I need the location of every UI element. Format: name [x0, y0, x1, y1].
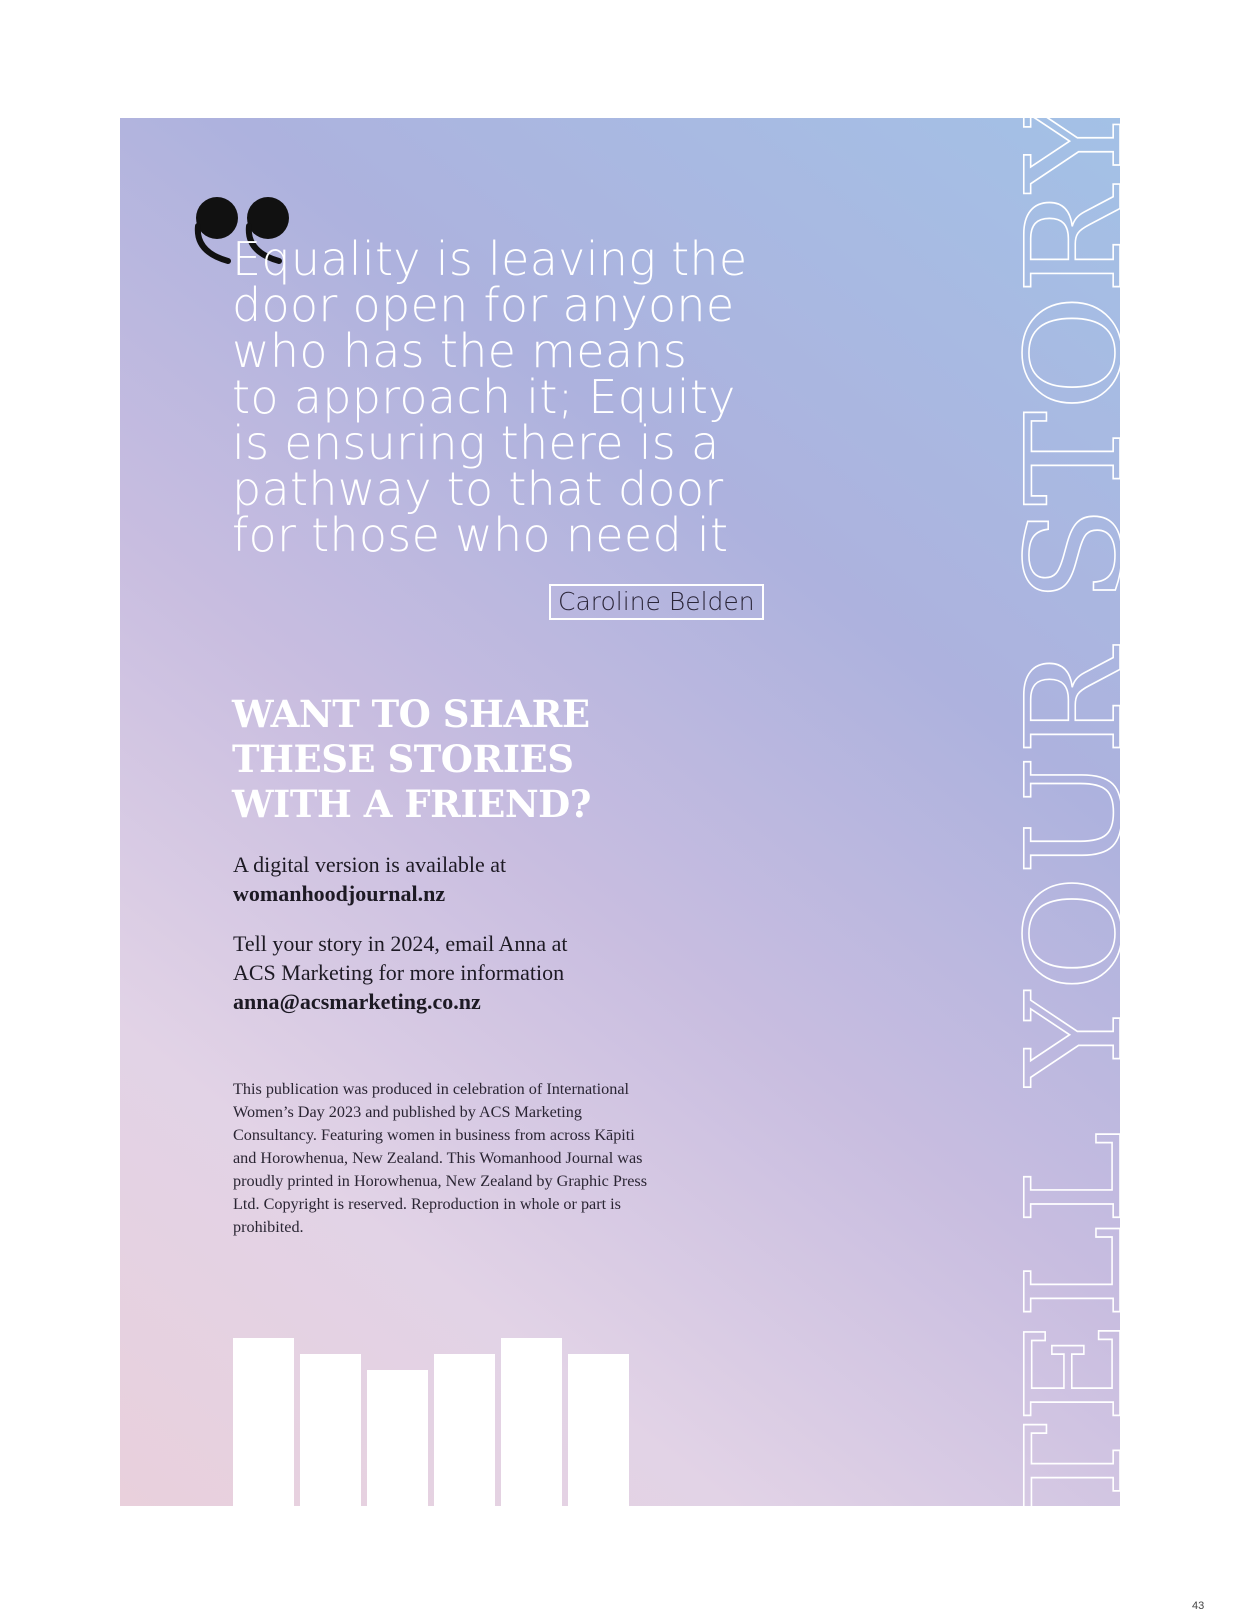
tell-story-line-2: ACS Marketing for more information: [233, 960, 565, 985]
quote-line: who has the means: [232, 324, 688, 378]
book-shape: [300, 1354, 361, 1506]
quote-line: to approach it; Equity: [232, 370, 736, 424]
share-heading-line: WANT TO SHARE: [232, 692, 590, 736]
share-heading-line: THESE STORIES: [232, 737, 574, 781]
book-shape: [367, 1370, 428, 1506]
book-shape: [233, 1338, 294, 1506]
quote-line: Equality is leaving the: [232, 232, 748, 286]
share-heading: [232, 692, 652, 827]
share-heading-line: WITH A FRIEND?: [232, 782, 591, 826]
tell-story-line-1: Tell your story in 2024, email Anna at: [233, 931, 568, 956]
books-graphic: [233, 1336, 633, 1506]
side-title-text: TELL YOUR STORY: [998, 199, 1152, 1518]
book-shape: [568, 1354, 629, 1506]
page-number: 43: [1192, 1600, 1205, 1612]
tell-your-story-text: [233, 929, 703, 1016]
quote-attribution: Caroline Belden: [549, 584, 764, 620]
quote-line: for those who need it: [232, 508, 729, 562]
side-title: [998, 118, 1152, 1518]
quote-line: pathway to that door: [232, 462, 724, 516]
digital-version-label: A digital version is available at: [233, 852, 507, 877]
book-shape: [434, 1354, 495, 1506]
feature-panel: [120, 118, 1152, 1518]
quote-line: is ensuring there is a: [232, 416, 720, 470]
quote-line: door open for anyone: [232, 278, 735, 332]
digital-version-text: [233, 850, 703, 908]
website-link[interactable]: womanhoodjournal.nz: [233, 881, 446, 906]
pull-quote: [232, 232, 792, 562]
email-link[interactable]: anna@acsmarketing.co.nz: [233, 989, 481, 1014]
publication-note: This publication was produced in celebration of International Women’s Day 2023 and published by ACS Marketing Consultancy. Featuring women in business from across Kāpiti and Horowhenua, New Zealand. This Womanhood Journal was proudly printed in Horowhenua, New Zealand by Graphic Press Ltd. Copyright is reserved. Reproduction in whole or part is prohibited.: [233, 1080, 648, 1236]
book-shape: [501, 1338, 562, 1506]
